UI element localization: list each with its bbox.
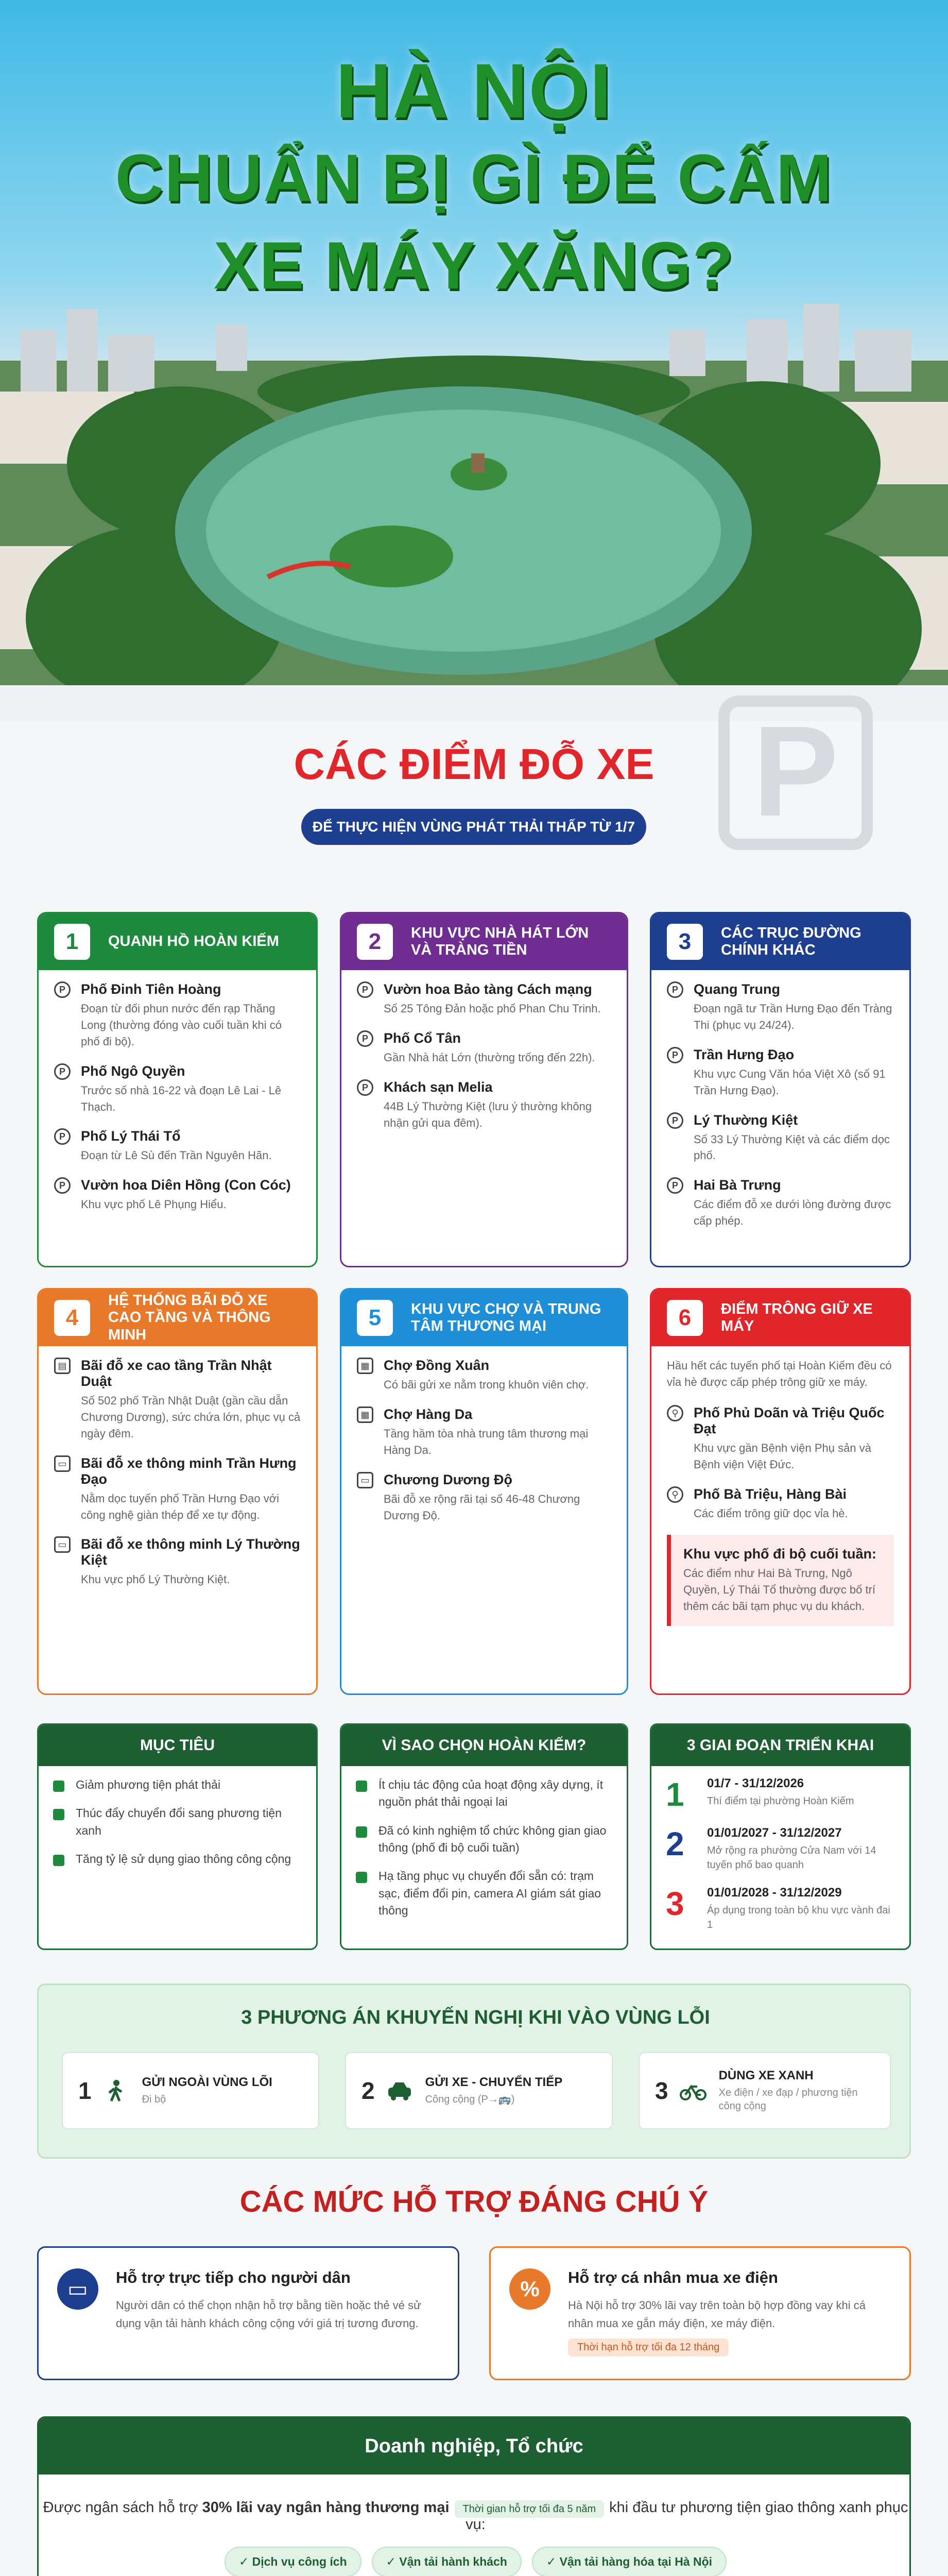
parking-title: CÁC ĐIỂM ĐỖ XE [294, 740, 654, 788]
stage-date: 01/7 - 31/12/2026 [707, 1776, 804, 1790]
note-title: Khu vực phố đi bộ cuối tuần: [683, 1546, 877, 1562]
location-desc: Số 502 phố Trần Nhật Duật (gần cầu dẫn Chương Dương), sức chứa lớn, phục vụ cả ngày đêm. [81, 1394, 301, 1440]
store-icon: ▦ [357, 1406, 373, 1423]
location-name: Quang Trung [694, 981, 780, 997]
parking-pin-icon: P [54, 1177, 71, 1194]
stage-desc: Thí điểm tại phường Hoàn Kiếm [707, 1795, 854, 1807]
zone-card-2 [340, 912, 628, 1267]
why-item: Đã có kinh nghiệm tổ chức không gian giao thông (phố đi bộ cuối tuần) [378, 1823, 607, 1855]
why-item: Ít chịu tác động của hoạt động xây dựng, ít nguồn phát thải ngoại lai [378, 1778, 604, 1809]
option-sub: Đi bộ [142, 2094, 166, 2105]
location-name: Phố Bà Triệu, Hàng Bài [694, 1486, 847, 1502]
location-name: Trần Hưng Đạo [694, 1046, 795, 1062]
zone-number: 1 [54, 924, 90, 960]
stage-desc: Mở rộng ra phường Cửa Nam với 14 tuyến phố bao quanh [707, 1845, 876, 1871]
zone-card-5 [340, 1288, 628, 1695]
car-icon: ▭ [54, 1455, 71, 1472]
location-desc: 44B Lý Thường Kiệt (lưu ý thường không nhận gửi qua đêm). [384, 1099, 592, 1129]
goal-item: Giảm phương tiện phát thải [76, 1778, 221, 1791]
parking-pin-icon: P [667, 981, 683, 998]
support-buyer-card [489, 2246, 911, 2380]
parking-subtitle: ĐỂ THỰC HIỆN VÙNG PHÁT THẢI THẤP TỪ 1/7 [301, 809, 646, 845]
goal-item: Tăng tỷ lệ sử dụng giao thông công cộng [76, 1852, 291, 1866]
location-desc: Khu vực phố Lê Phụng Hiểu. [81, 1198, 227, 1211]
hero-title-line2: CHUẨN BỊ GÌ ĐỂ CẤM [115, 140, 833, 215]
goal-item: Thúc đẩy chuyển đổi sang phương tiện xanh [76, 1806, 282, 1837]
parking-pin-icon: P [54, 981, 71, 998]
location-desc: Khu vực phố Lý Thường Kiệt. [81, 1573, 230, 1586]
zone-title: KHU VỰC NHÀ HÁT LỚN VÀ TRÀNG TIỀN [411, 924, 589, 958]
stages-title: 3 GIAI ĐOẠN TRIỂN KHAI [651, 1725, 909, 1766]
stage-number: 3 [666, 1885, 684, 1922]
support-people-title: Hỗ trợ trực tiếp cho người dân [116, 2268, 351, 2286]
enterprise-card [37, 2416, 911, 2576]
zone-title: ĐIỂM TRÔNG GIỮ XE MÁY [721, 1300, 873, 1334]
location-name: Hai Bà Trưng [694, 1177, 781, 1193]
option-number: 2 [361, 2077, 375, 2104]
options-panel [37, 1984, 911, 2159]
percent-icon: % [509, 2268, 550, 2310]
zone-title: CÁC TRỤC ĐƯỜNG CHÍNH KHÁC [721, 924, 861, 958]
support-people-desc: Người dân có thể chọn nhận hỗ trợ bằng tiền hoặc thẻ vé sử dụng vận tải hành khách công cộng với giá trị tương đương. [116, 2299, 421, 2330]
location-name: Bãi đỗ xe thông minh Lý Thường Kiệt [81, 1536, 300, 1568]
leaf-icon [53, 1781, 64, 1792]
car-icon: ▭ [357, 1472, 373, 1488]
support-people-card [37, 2246, 459, 2380]
stage-number: 1 [666, 1776, 684, 1813]
zone-title: QUANH HỒ HOÀN KIẾM [108, 933, 279, 950]
hero-title-line3: XE MÁY XĂNG? [213, 228, 735, 303]
location-desc: Số 25 Tông Đản hoặc phố Phan Chu Trinh. [384, 1002, 601, 1015]
car-icon [386, 2079, 413, 2102]
stage-number: 2 [666, 1825, 684, 1862]
location-desc: Khu vực gần Bệnh viện Phụ sản và Bệnh viện Việt Đức. [694, 1441, 871, 1471]
zone-title: HỆ THỐNG BÃI ĐỖ XE CAO TẦNG VÀ THÔNG MINH [108, 1292, 271, 1343]
parking-pin-icon: P [667, 1047, 683, 1063]
zone-number: 5 [357, 1300, 393, 1336]
location-desc: Có bãi gửi xe nằm trong khuôn viên chợ. [384, 1378, 589, 1391]
enterprise-paragraph: Được ngân sách hỗ trợ 30% lãi vay ngân hàng thương mại Thời gian hỗ trợ tối đa 5 năm khi đầu tư phương tiện giao thông xanh phục vụ: [43, 2499, 908, 2533]
support-buyer-title: Hỗ trợ cá nhân mua xe điện [568, 2268, 778, 2286]
option-1 [62, 2052, 319, 2129]
enterprise-tag: Thời gian hỗ trợ tối đa 5 năm [455, 2500, 605, 2518]
location-name: Phố Đinh Tiên Hoàng [81, 981, 221, 997]
option-title: GỬI NGOÀI VÙNG LÕI [142, 2075, 272, 2089]
walk-icon [103, 2079, 130, 2102]
location-name: Bãi đỗ xe cao tầng Trần Nhật Duật [81, 1358, 272, 1389]
recycle-icon [53, 1809, 64, 1820]
location-name: Phố Cổ Tân [384, 1030, 461, 1046]
support-title: CÁC MỨC HỖ TRỢ ĐÁNG CHÚ Ý [239, 2185, 709, 2218]
zone-number: 2 [357, 924, 393, 960]
note-desc: Các điểm như Hai Bà Trưng, Ngô Quyền, Lý Thái Tổ thường được bố trí thêm các bãi tạm phục vụ du khách. [683, 1567, 876, 1613]
enterprise-chips [39, 2547, 911, 2576]
option-sub: Công cộng (P→🚌) [425, 2094, 515, 2105]
location-name: Chợ Đồng Xuân [384, 1358, 490, 1373]
parking-pin-icon: P [357, 1030, 373, 1047]
why-title: VÌ SAO CHỌN HOÀN KIẾM? [341, 1725, 627, 1766]
check-icon [356, 1872, 367, 1883]
zone-card-3 [650, 912, 911, 1267]
option-3 [639, 2052, 891, 2129]
parking-pin-icon: P [667, 1177, 683, 1194]
support-buyer-desc: Hà Nội hỗ trợ 30% lãi vay trên toàn bộ hợp đồng vay khi cá nhân mua xe gắn máy điện, xe máy điện. [568, 2299, 866, 2330]
zone-card-1 [37, 912, 318, 1267]
location-name: Phố Phủ Doãn và Triệu Quốc Đạt [694, 1404, 885, 1436]
motorbike-icon: ⚲ [667, 1405, 683, 1421]
bike-icon [680, 2079, 706, 2102]
card-icon: ▭ [57, 2268, 98, 2310]
options-title: 3 PHƯƠNG ÁN KHUYẾN NGHỊ KHI VÀO VÙNG LỖI [241, 2007, 710, 2028]
location-name: Vườn hoa Bảo tàng Cách mạng [384, 981, 592, 997]
location-desc: Gần Nhà hát Lớn (thường trống đến 22h). [384, 1050, 595, 1064]
building-icon: ▤ [54, 1358, 71, 1374]
location-name: Chương Dương Độ [384, 1471, 512, 1487]
car-icon: ▭ [54, 1536, 71, 1553]
location-name: Khách sạn Melia [384, 1079, 493, 1095]
hero-title-line1: HÀ NỘI [336, 47, 612, 134]
stage-date: 01/01/2028 - 31/12/2029 [707, 1886, 842, 1900]
option-number: 3 [655, 2077, 668, 2104]
option-sub: Xe điện / xe đạp / phương tiện công cộng [718, 2087, 858, 2112]
chip: ✓ Vận tải hành khách [372, 2547, 522, 2576]
location-desc: Đoạn từ Lê Sù đến Trần Nguyên Hãn. [81, 1149, 272, 1162]
location-desc: Đoạn ngã tư Trần Hưng Đạo đến Tràng Thi (phục vụ 24/24). [694, 1002, 892, 1031]
motorbike-icon: ⚲ [667, 1486, 683, 1503]
check-icon [356, 1826, 367, 1838]
location-desc: Trước số nhà 16-22 và đoạn Lê Lai - Lê Thạch. [81, 1083, 282, 1113]
support-buyer-tag: Thời hạn hỗ trợ tối đa 12 tháng [568, 2338, 729, 2357]
chip: ✓ Dịch vụ công ích [225, 2547, 361, 2576]
location-desc: Đoạn từ đối phun nước đến rạp Thăng Long (thường đóng vào cuối tuần khi có phố đi bộ). [81, 1002, 282, 1048]
why-card [340, 1723, 628, 1950]
parking-pin-icon: P [667, 1112, 683, 1129]
zone-number: 3 [667, 924, 703, 960]
check-icon [356, 1781, 367, 1792]
zone-number: 6 [667, 1300, 703, 1336]
location-name: Bãi đỗ xe thông minh Trần Hưng Đạo [81, 1455, 297, 1487]
parking-pin-icon: P [357, 1079, 373, 1096]
parking-pin-icon: P [54, 1128, 71, 1145]
zone-intro: Hầu hết các tuyến phố tại Hoàn Kiếm đều có vỉa hè được cấp phép trông giữ xe máy. [667, 1359, 892, 1388]
goals-title: MỤC TIÊU [39, 1725, 316, 1766]
parking-pin-icon: P [357, 981, 373, 998]
location-desc: Số 33 Lý Thường Kiệt và các điểm dọc phố. [694, 1132, 890, 1162]
location-desc: Các điểm đỗ xe dưới lòng đường được cấp phép. [694, 1198, 891, 1228]
zone-card-4 [37, 1288, 318, 1695]
stage-date: 01/01/2027 - 31/12/2027 [707, 1826, 842, 1840]
location-name: Vườn hoa Diên Hồng (Con Cóc) [81, 1177, 291, 1193]
location-name: Lý Thường Kiệt [694, 1112, 798, 1128]
location-name: Chợ Hàng Da [384, 1406, 473, 1422]
location-name: Phố Ngô Quyền [81, 1063, 185, 1079]
location-desc: Bãi đỗ xe rộng rãi tại số 46-48 Chương Dương Độ. [384, 1492, 580, 1522]
market-icon: ▦ [357, 1358, 373, 1374]
stages-card [650, 1723, 911, 1950]
zone-card-6 [650, 1288, 911, 1695]
location-name: Phố Lý Thái Tổ [81, 1128, 181, 1144]
option-number: 1 [78, 2077, 92, 2104]
option-title: GỬI XE - CHUYỂN TIẾP [425, 2075, 563, 2089]
zone-number: 4 [54, 1300, 90, 1336]
walking-street-note [667, 1535, 894, 1626]
zone-title: KHU VỰC CHỢ VÀ TRUNG TÂM THƯƠNG MẠI [411, 1300, 601, 1334]
option-2 [345, 2052, 613, 2129]
why-item: Hạ tầng phục vụ chuyển đổi sẵn có: trạm sạc, điểm đổi pin, camera AI giám sát giao thông [378, 1869, 601, 1918]
chip: ✓ Vận tải hàng hóa tại Hà Nội [532, 2547, 727, 2576]
goals-card [37, 1723, 318, 1950]
parking-pin-icon: P [54, 1063, 71, 1080]
bus-icon [53, 1855, 64, 1866]
parking-icon: P [718, 696, 873, 850]
location-desc: Các điểm trông giữ dọc vỉa hè. [694, 1506, 848, 1520]
option-title: DÙNG XE XANH [718, 2069, 814, 2082]
location-desc: Nằm dọc tuyến phố Trần Hưng Đạo với công nghệ giàn thép để xe tự động. [81, 1492, 280, 1521]
location-desc: Khu vực Cung Văn hóa Việt Xô (số 91 Trần Hưng Đạo). [694, 1067, 886, 1097]
stage-desc: Áp dụng trong toàn bộ khu vực vành đai 1 [707, 1905, 890, 1930]
location-desc: Tầng hầm tòa nhà trung tâm thương mại Hàng Da. [384, 1427, 589, 1456]
enterprise-title: Doanh nghiệp, Tổ chức [39, 2418, 909, 2475]
hero-banner [0, 0, 948, 721]
